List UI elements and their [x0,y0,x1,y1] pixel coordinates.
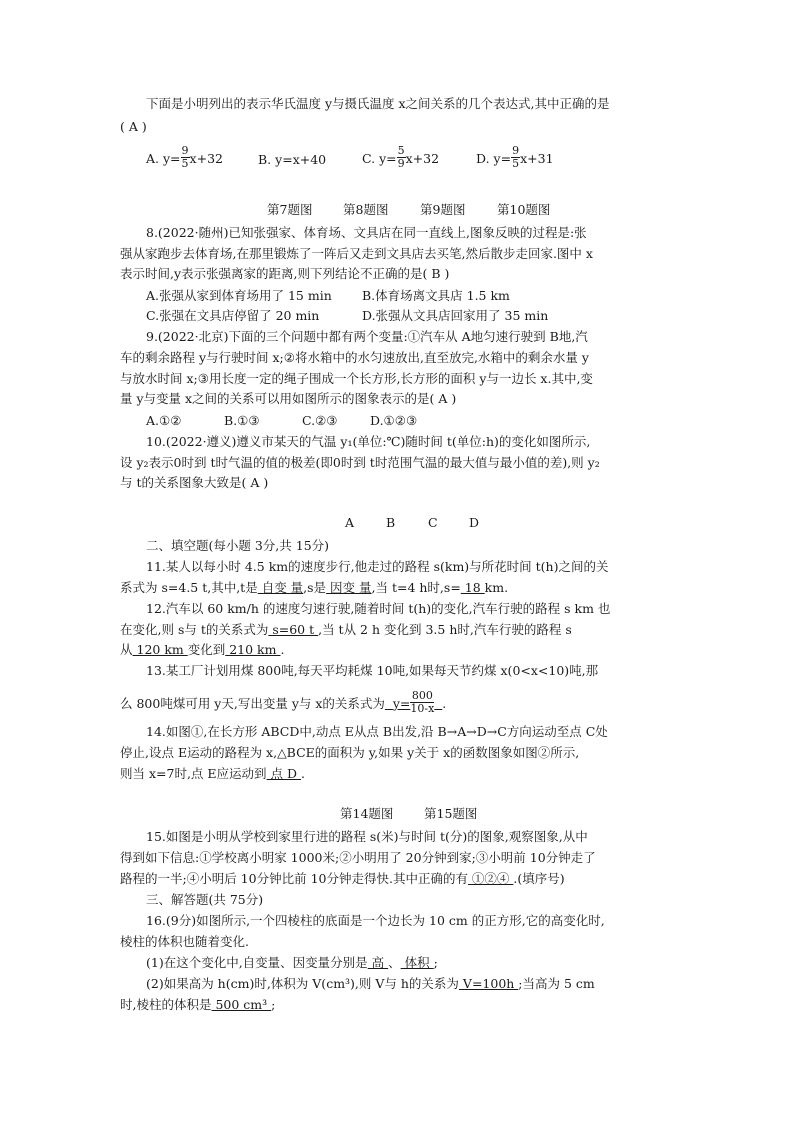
q7-option-d: D. y= $\frac{9}{5}$ x+31 [476,144,554,170]
q16-line2: 棱柱的体积也随着变化. [120,934,249,949]
q8-option-d: D.张强从文具店回家用了 35 min [362,308,549,323]
q9-option-a: A.①② [146,413,182,428]
q10-line3: 与 t的关系图象大致是( A ) [120,475,269,490]
q16-blank-2: 体积 [400,955,434,970]
q14-line1: 14.如图①,在长方形 ABCD中,动点 E从点 B出发,沿 B→A→D→C方向运动至点 C处 [146,724,608,739]
q9-option-b: B.①③ [224,413,260,428]
caption-fig10: 第10题图 [497,202,551,217]
caption-fig15: 第15题图 [424,806,478,821]
q12-blank-1: s=60 t [268,622,319,637]
q14-line3: 则当 x=7时,点 E应运动到 点 D . [120,766,305,781]
q16-part2-cont: 时,棱柱的体积是 500 cm³ ; [120,997,276,1012]
q8-option-a: A.张强从家到体育场用了 15 min [146,288,332,303]
q12-line3: 从 120 km 变化到 210 km . [120,642,285,657]
q9-line4: 量 y与变量 x之间的关系可以用如图所示的图象表示的是( A ) [120,391,457,406]
q10-choice-b: B [386,515,396,530]
q12-line2: 在变化,则 s与 t的关系式为 s=60 t ,当 t从 2 h 变化到 3.5 h时,汽车行驶的路程 s [120,622,572,637]
section-fill-in-heading: 二、填空题(每小题 3分,共 15分) [146,538,330,553]
q9-line2: 车的剩余路程 y与行驶时间 x;②将水箱中的水匀速放出,直至放完,水箱中的剩余水量 y [120,350,589,365]
q13-line1: 13.某工厂计划用煤 800吨,每天平均耗煤 10吨,如果每天节约煤 x(0<x<10)吨,那 [146,663,599,678]
q14-blank-1: 点 D [266,766,301,781]
q9-line3: 与放水时间 x;③用长度一定的绳子围成一个长方形,长方形的面积 y与一边长 x.其中,变 [120,371,593,386]
q10-choice-a: A [345,515,355,530]
q14-line2: 停止,设点 E运动的路程为 x,△BCE的面积为 y,如果 y关于 x的函数图象如图②所示, [120,745,580,760]
q16-blank-1: 高 [367,955,389,970]
q10-choice-d: D [469,515,480,530]
q7-stem-line2: ( A ) [120,119,147,134]
q7-option-c: C. y= $\frac{5}{9}$ x+32 [362,144,440,170]
caption-fig9: 第9题图 [420,202,466,217]
fraction: $\frac{9}{5}$ [512,144,520,170]
q15-line1: 15.如图是小明从学校到家里行进的路程 s(米)与时间 t(分)的图象,观察图象,从中 [146,829,588,844]
q8-option-b: B.体育场离文具店 1.5 km [362,288,510,303]
q7-stem-line1: 下面是小明列出的表示华氏温度 y与摄氏温度 x之间关系的几个表达式,其中正确的是 [146,96,610,111]
q7-option-a: A. y= $\frac{9}{5}$ x+32 [146,144,223,170]
q15-blank-1: ①②④ [467,871,514,886]
q11-line1: 11.某人以每小时 4.5 km的速度步行,他走过的路程 s(km)与所花时间 t(h)之间的关 [146,559,609,574]
q11-blank-1: 自变 量 [257,580,304,595]
q15-line2: 得到如下信息:①学校离小明家 1000米;②小明用了 20分钟到家;③小明前 10分钟走了 [120,850,596,865]
q8-line1: 8.(2022·随州)已知张强家、体育场、文具店在同一直线上,图象反映的过程是:张 [146,225,587,240]
q16-blank-4: 500 cm³ [211,997,272,1012]
q13-line2: 么 800吨煤可用 y天,写出变量 y与 x的关系式为 y= $\frac{800}{10-x}$ . [120,689,447,715]
q16-line1: 16.(9分)如图所示,一个四棱柱的底面是一个边长为 10 cm 的正方形,它的高变化时, [146,913,605,928]
q8-option-c: C.张强在文具店停留了 20 min [146,308,320,323]
section-solve-heading: 三、解答题(共 75分) [146,892,264,907]
q8-line2: 强从家跑步去体育场,在那里锻炼了一阵后又走到文具店去买笔,然后散步走回家.图中 x [120,246,593,261]
q8-line3: 表示时间,y表示张强离家的距离,则下列结论不正确的是( B ) [120,266,450,281]
q11-blank-2: 因变 量 [326,580,372,595]
q12-line1: 12.汽车以 60 km/h 的速度匀速行驶,随着时间 t(h)的变化,汽车行驶的路程 s km 也 [146,601,611,616]
q10-choice-c: C [428,515,438,530]
q7-option-b: B. y=x+40 [258,152,327,167]
caption-fig7: 第7题图 [267,202,313,217]
q11-line2: 系式为 s=4.5 t,其中,t是 自变 量,s是 因变 量,当 t=4 h时,s= 18 km. [120,580,509,595]
q13-answer: y= $\frac{800}{10-x}$ [392,689,435,715]
caption-fig14: 第14题图 [340,806,394,821]
q16-blank-3: V=100h [458,976,519,991]
q10-line2: 设 y₂表示0时到 t时气温的值的极差(即0时到 t时范围气温的最大值与最小值的差),则 y₂ [120,455,600,470]
caption-fig8: 第8题图 [343,202,389,217]
q9-line1: 9.(2022·北京)下面的三个问题中都有两个变量:①汽车从 A地匀速行驶到 B地,汽 [146,329,588,344]
q16-part2: (2)如果高为 h(cm)时,体积为 V(cm³),则 V与 h的关系为 V=100h ;当高为 5 cm [146,976,595,991]
q12-blank-2: 120 km [132,642,188,657]
q9-option-d: D.①②③ [370,413,418,428]
fraction: $\frac{800}{10-x}$ [410,689,435,715]
q9-option-c: C.②③ [302,413,338,428]
q16-part1: (1)在这个变化中,自变量、因变量分别是 高 、 体积 ; [146,955,438,970]
q12-blank-3: 210 km [225,642,281,657]
q10-line1: 10.(2022·遵义)遵义市某天的气温 y₁(单位:℃)随时间 t(单位:h)的变化如图所示, [146,434,591,449]
q11-blank-3: 18 [460,580,485,595]
q15-line3: 路程的一半;④小明后 10分钟比前 10分钟走得快.其中正确的有 ①②④ .(填序号) [120,871,565,886]
fraction: $\frac{5}{9}$ [397,144,405,170]
fraction: $\frac{9}{5}$ [181,144,189,170]
